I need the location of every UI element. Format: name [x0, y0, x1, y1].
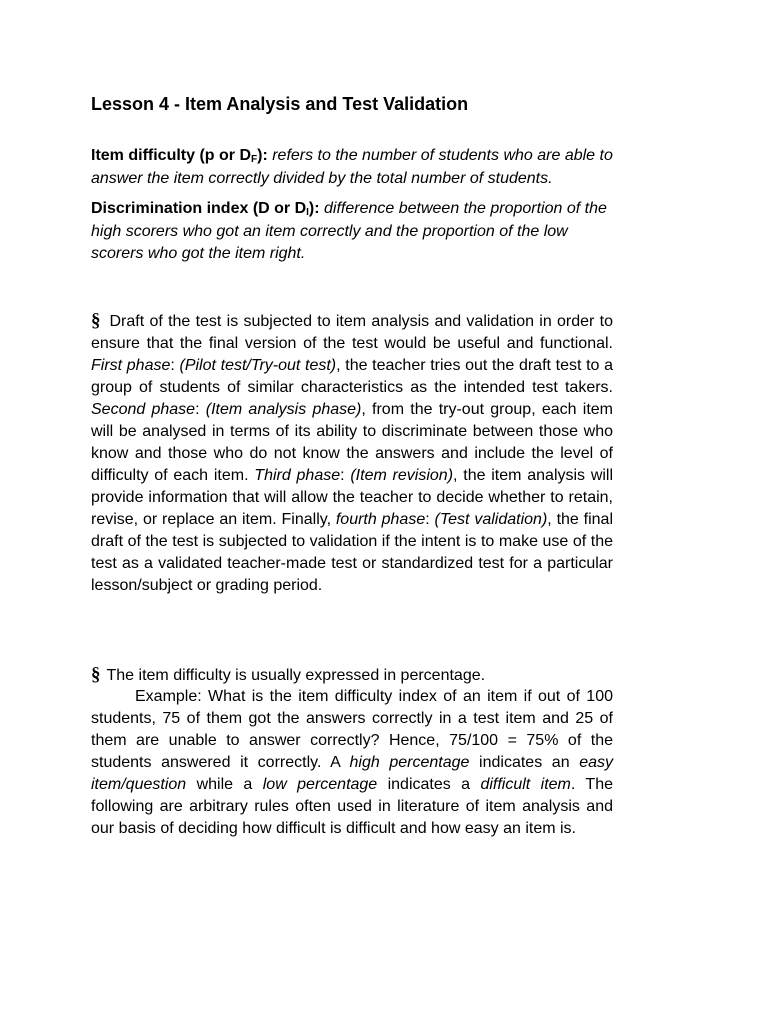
paragraph-text: The item difficulty is usually expressed in percentage. — [106, 667, 486, 684]
paragraph-item-difficulty-percent — [91, 664, 613, 687]
paragraph-text: while a — [186, 776, 263, 793]
term-suffix: ): — [308, 200, 320, 217]
emphasis-easy-item: easy item/question — [91, 754, 614, 793]
paragraph-text: indicates an — [469, 754, 580, 771]
phase-colon: : — [170, 357, 180, 374]
phase-colon: : — [340, 467, 351, 484]
phase-label-third: Third phase — [254, 467, 341, 484]
emphasis-low-percentage: low percentage — [262, 776, 378, 793]
definition-line: answer the item correctly divided by the total number of students. — [91, 169, 553, 187]
paragraph-text: Example: What is the item difficulty index of an item if out of 100 students, 75 of them got the answers correctly in a test item and 25 of them are unable to answer correctly? Hence, 75/100 = 75% of the students answered it correctly. A — [91, 688, 613, 771]
phase-name-second: (Item analysis phase) — [205, 401, 362, 418]
phase-name-fourth: (Test validation) — [434, 511, 548, 528]
definition-text: refers to the number of students who are able to — [267, 147, 613, 164]
phase-label-second: Second phase — [91, 401, 196, 418]
section-symbol: § — [91, 310, 101, 331]
emphasis-difficult-item: difficult item — [480, 776, 571, 793]
term-subscript: I — [306, 207, 309, 218]
definition-line: scorers who got the item right. — [91, 245, 306, 262]
paragraph-text: , from the try-out group, each item will be analysed in terms of its ability to discriminate between those who know and those who do not know the answers and include the level of difficulty of each item. — [91, 401, 613, 484]
paragraph-text: . The following are arbitrary rules often used in literature of item analysis and our basis of deciding how difficult is difficult and how easy an item is. — [91, 776, 613, 837]
section-symbol: § — [91, 664, 101, 685]
definition-text: difference between the proportion of the — [319, 200, 607, 217]
term-text: Item difficulty (p or D — [91, 147, 251, 164]
phase-name-first: (Pilot test/Try-out test) — [179, 357, 337, 374]
emphasis-high-percentage: high percentage — [349, 754, 470, 771]
paragraph-test-phases — [91, 310, 613, 597]
phase-colon: : — [195, 401, 206, 418]
page-title: Lesson 4 - Item Analysis and Test Validation — [91, 94, 469, 114]
paragraph-text: indicates a — [377, 776, 481, 793]
paragraph-example — [91, 686, 613, 840]
phase-colon: : — [425, 511, 435, 528]
phase-label-fourth: fourth phase — [335, 511, 426, 528]
phase-label-first: First phase — [91, 357, 171, 374]
term-suffix: ): — [257, 147, 268, 164]
definition-term — [91, 147, 268, 164]
paragraph-text: , the teacher tries out the draft test to a group of students of similar characteristics as the intended test takers. — [91, 357, 614, 396]
definition-line: high scorers who got an item correctly and the proportion of the low — [91, 222, 568, 240]
definition-line — [91, 145, 671, 168]
definition-line — [91, 198, 671, 221]
term-text: Discrimination index (D or D — [91, 200, 307, 217]
phase-name-third: (Item revision) — [350, 467, 454, 484]
paragraph-text: , the item analysis will provide information that will allow the teacher to decide whether to retain, revise, or replace an item. Finally, — [91, 467, 614, 528]
paragraph-text: , the final draft of the test is subjected to validation if the intent is to make use of the test as a validated teacher-made test or standardized test for a particular lesson/subject or grading period. — [91, 511, 614, 594]
term-subscript: F — [251, 154, 258, 165]
definition-item-difficulty — [91, 145, 671, 190]
paragraph-text: Draft of the test is subjected to item analysis and validation in order to ensure that the final version of the test would be useful and functional. — [91, 313, 613, 352]
definition-term — [91, 200, 320, 217]
definition-discrimination-index — [91, 198, 671, 266]
